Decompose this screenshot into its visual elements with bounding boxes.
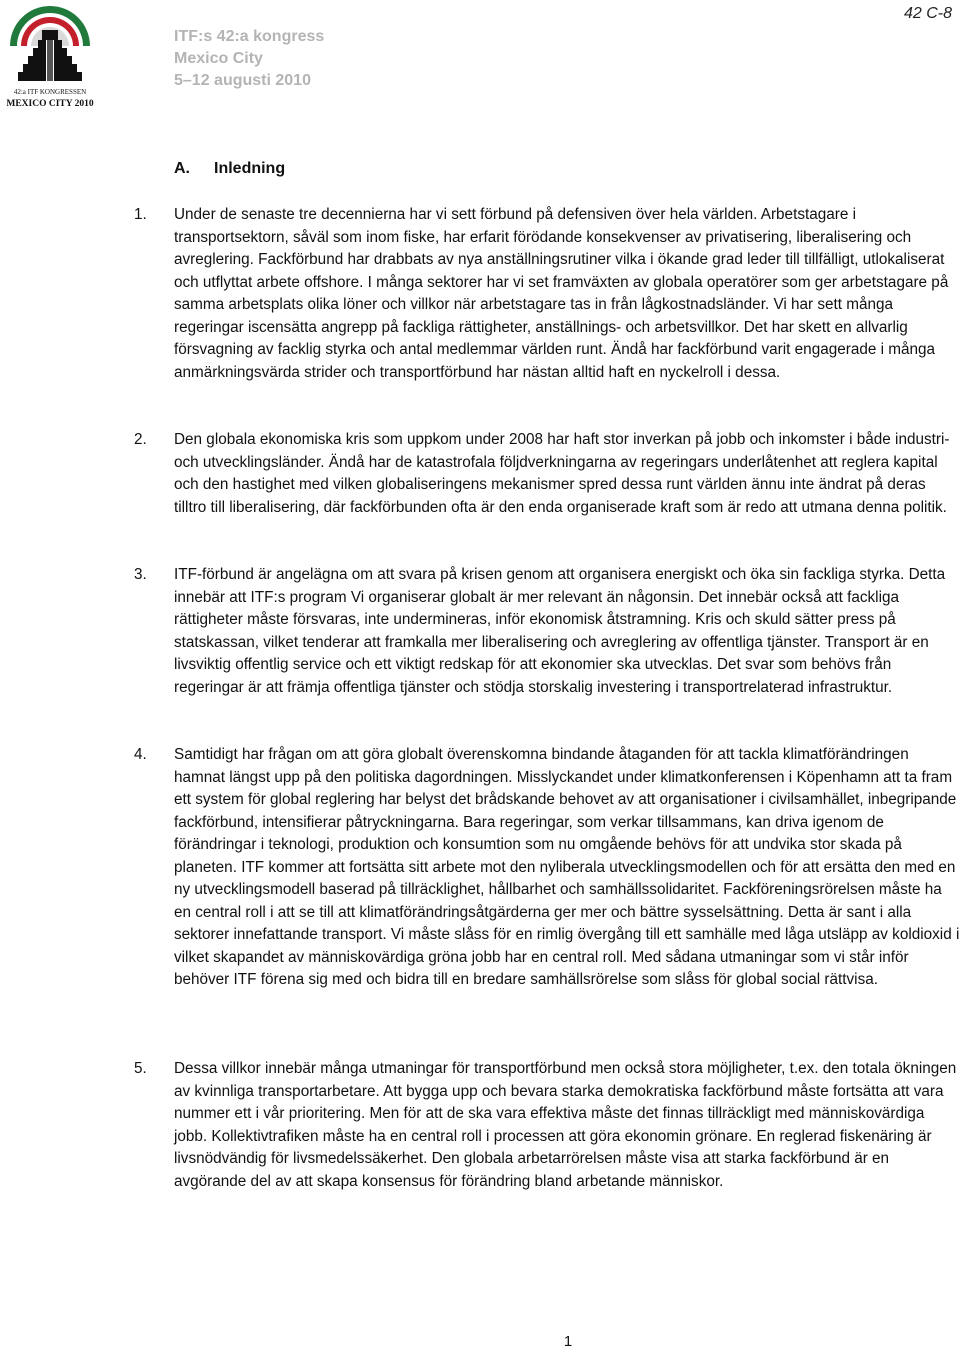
header-line-2: Mexico City — [174, 50, 263, 67]
paragraph-1 — [134, 204, 960, 384]
paragraph-number: 3. — [134, 566, 147, 583]
header-line-3: 5–12 augusti 2010 — [174, 72, 311, 89]
congress-header — [174, 26, 324, 92]
logo-text-line2: MEXICO CITY 2010 — [6, 99, 94, 109]
paragraph-text: ITF-förbund är angelägna om att svara på krisen genom att organisera energiskt och öka sin fackliga styrka. Detta innebär att ITF:s program Vi organiserar globalt är mer relevant än någonsin. Det innebär också att fackliga rättigheter måste försvaras, inte undermineras, inför ekonomisk åtstramning. Kris och skuld sätter press på statskassan, vilket tenderar att framkalla mer liberalisering och avreglering av offentliga tjänster. Transport är en livsviktig offentlig service och ett viktigt redskap för att ekonomier ska utvecklas. Det svar som behövs från regeringar är att främja offentliga tjänster och stödja storskalig investering i transportrelaterad infrastruktur. — [174, 566, 946, 696]
paragraph-text: Samtidigt har frågan om att göra globalt överenskomna bindande åtaganden för att tackla klimatförändringen hamnat längst upp på den politiska dagordningen. Misslyckandet under klimatkonferensen i Köpenhamn att ta fram ett system för global reglering har belyst det brådskande behovet av att organisationer i civilsamhället, inbegripande fackförbund, intensifierar påtryckningarna. Bara regeringar, som verkar tillsammans, kan driva igenom de förändringar i teknologi, produktion och konsumtion som nu omgående behövs för att undvika stor skada på planeten. ITF kommer att fortsätta sitt arbete mot den nyliberala utvecklingsmodellen och för att ersätta den med en ny utvecklingsmodell baserad på tillräcklighet, hållbarhet och samhällssolidaritet. Fackföreningsrörelsen måste ha en central roll i att se till att klimatförändringsåtgärderna ger mer och bättre sysselsättning. Detta är sant i alla sektorer innefattande transport. Vi måste slåss för en rimlig övergång till ett samhälle med låga utsläpp av koldioxid i vilket skapandet av människovärdiga gröna jobb har en central roll. Med sådana utmaningar som vi står inför behöver ITF förena sig med och bidra till en bredare samhällsrörelse som slåss för global social rättvisa. — [174, 746, 960, 988]
itf-congress-logo — [2, 2, 98, 112]
paragraph-text: Dessa villkor innebär många utmaningar för transportförbund men också stora möjligheter, t.ex. den totala ökningen av kvinnliga transportarbetare. Att bygga upp och bevara starka demokratiska fackförbund måste fortsätta att vara nummer ett i vår prioritering. Men för att de ska vara effektiva måste det finnas tillräckligt med människovärdiga jobb. Kollektivtrafiken måste ha en central roll i processen att göra ekonomin grönare. En reglerad fiskenäring är livsnödvändig för livsmedelssäkerhet. Den globala arbetarrörelsen måste visa att starka fackförbund är en avgörande del av att skapa konsensus för förändring bland arbetande människor. — [174, 1060, 957, 1190]
paragraph-number: 1. — [134, 206, 147, 223]
paragraph-text: Den globala ekonomiska kris som uppkom under 2008 har haft stor inverkan på jobb och inkomster i både industri- och utvecklingsländer. Ändå har de katastrofala följdverkningarna av regeringars underlåtenhet att reglera kapital och den hastighet med vilken globaliseringens mekanismer spred dessa runt världen ännu inte ändrat på deras tilltro till liberalisering, där fackförbunden ofta är den enda organiserade kraft som är redo att utmana denna politik. — [174, 431, 950, 516]
section-letter: A. — [174, 160, 190, 177]
paragraph-number: 4. — [134, 746, 147, 763]
section-heading — [174, 160, 285, 178]
paragraph-text: Under de senaste tre decennierna har vi sett förbund på defensiven över hela världen. Arbetstagare i transportsektorn, såväl som inom fiske, har erfarit förödande konsekvenser av privatisering, liberalisering och avreglering. Fackförbund har drabbats av nya anställningsrutiner vilka i ökande grad leder till tillfälligt, utlokaliserat och utflyttat arbete offshore. I många sektorer har vi set framväxten av globala operatörer som ger arbetstagare på samma arbetsplats olika löner och villkor när arbetstagare tas in från lågkostnadsländer. Vi har sett många regeringar iscensätta angrepp på fackliga rättigheter, anställnings- och arbetsvillkor. Det har skett en allvarlig försvagning av facklig styrka och antal medlemmar världen runt. Ändå har fackförbund varit engagerade i många anmärkningsvärda strider och transportförbund har nästan alltid haft en nyckelroll i dessa. — [174, 206, 949, 381]
paragraph-2 — [134, 429, 960, 519]
paragraph-number: 5. — [134, 1060, 147, 1077]
logo-text-line1: 42:a ITF KONGRESSEN — [13, 88, 87, 96]
paragraph-number: 2. — [134, 431, 147, 448]
header-line-1: ITF:s 42:a kongress — [174, 28, 325, 45]
paragraph-5 — [134, 1058, 960, 1193]
paragraph-3 — [134, 564, 960, 699]
page-number: 1 — [563, 1333, 573, 1350]
paragraph-4 — [134, 744, 960, 992]
section-title: Inledning — [214, 160, 286, 177]
document-code: 42 C-8 — [903, 5, 952, 22]
